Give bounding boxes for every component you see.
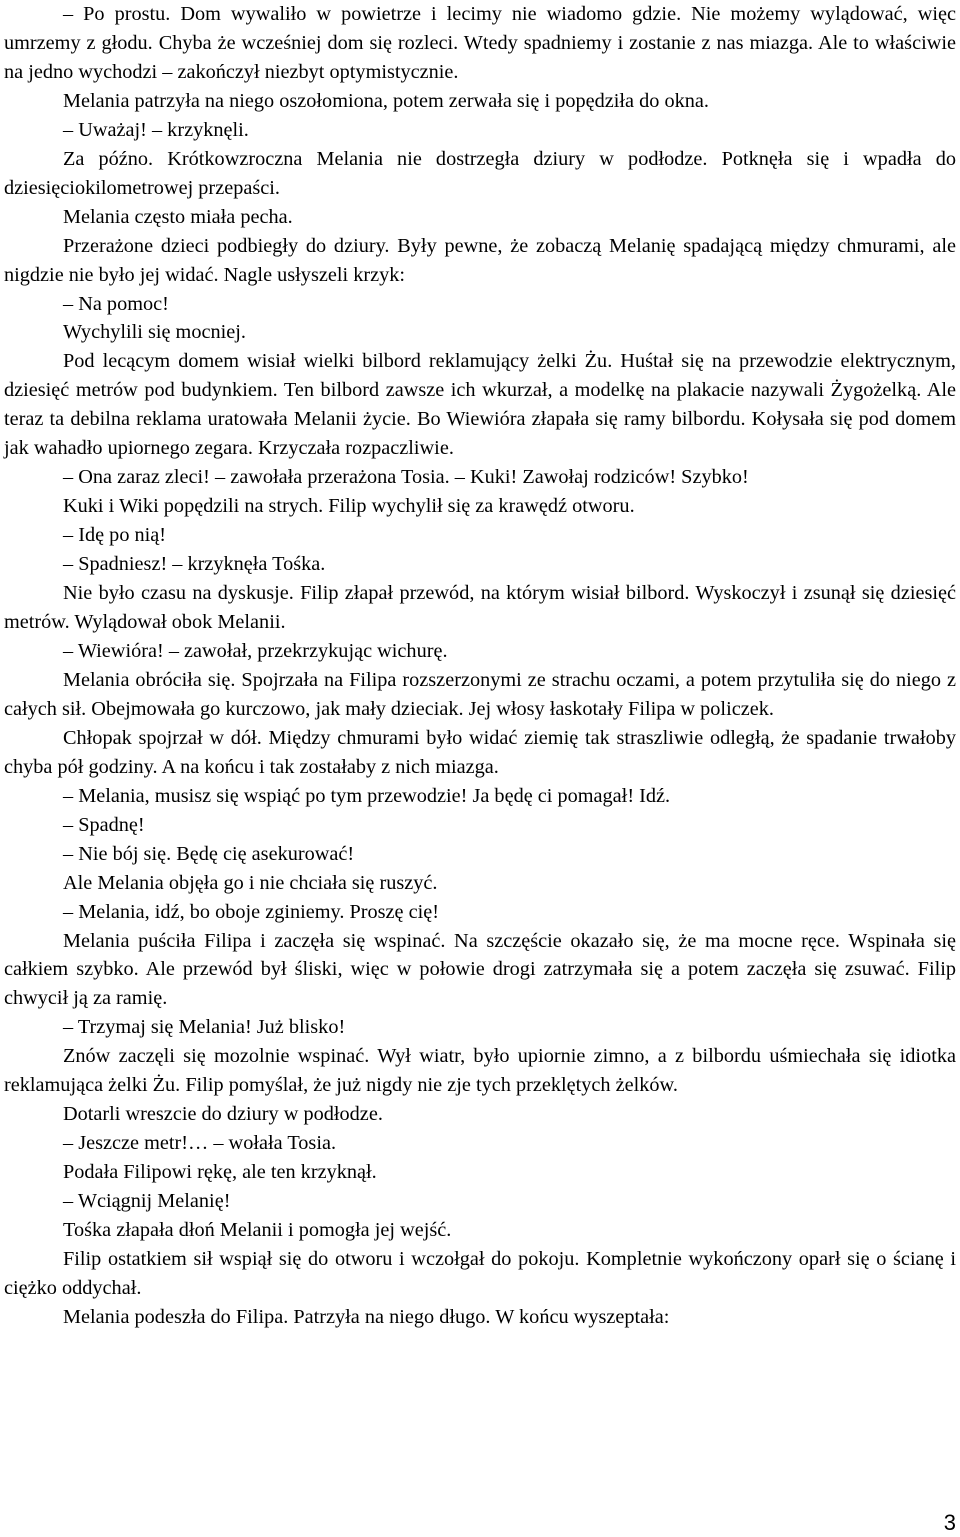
paragraph: – Wiewióra! – zawołał, przekrzykując wichurę.: [63, 639, 448, 662]
paragraph: Znów zaczęli się mozolnie wspinać. Wył wiatr, było upiornie zimno, a z bilbordu uśmiechała się idiotka reklamująca żelki Żu. Filip pomyślał, że już nigdy nie zje tych przeklętych żelków.: [4, 1045, 956, 1097]
paragraph: – Spadnę!: [63, 813, 145, 836]
paragraph: Melania patrzyła na niego oszołomiona, potem zerwała się i popędziła do okna.: [63, 89, 709, 112]
paragraph: Ale Melania objęła go i nie chciała się ruszyć.: [63, 871, 438, 894]
paragraph: Melania podeszła do Filipa. Patrzyła na niego długo. W końcu wyszeptała:: [63, 1305, 670, 1328]
paragraph: Chłopak spojrzał w dół. Między chmurami było widać ziemię tak straszliwie odległą, że spadanie trwałoby chyba pół godziny. A na końcu i tak zostałaby z nich miazga.: [4, 726, 956, 778]
paragraph: Filip ostatkiem sił wspiął się do otworu i wczołgał do pokoju. Kompletnie wykończony oparł się o ścianę i ciężko oddychał.: [4, 1247, 956, 1299]
paragraph: – Uważaj! – krzyknęli.: [63, 118, 249, 141]
paragraph: – Nie bój się. Będę cię asekurować!: [63, 842, 355, 865]
paragraph: Melania często miała pecha.: [63, 205, 293, 228]
paragraph: Tośka złapała dłoń Melanii i pomogła jej wejść.: [63, 1219, 452, 1242]
paragraph: – Spadniesz! – krzyknęła Tośka.: [63, 553, 326, 576]
paragraph: – Melania, idź, bo oboje zginiemy. Proszę cię!: [63, 900, 440, 923]
paragraph: – Jeszcze metr!… – wołała Tosia.: [63, 1132, 337, 1155]
paragraph: – Ona zaraz zleci! – zawołała przerażona Tosia. – Kuki! Zawołaj rodziców! Szybko!: [63, 466, 749, 489]
paragraph: – Po prostu. Dom wywaliło w powietrze i lecimy nie wiadomo gdzie. Nie możemy wylądować, więc umrzemy z głodu. Chyba że wcześniej dom się rozleci. Wtedy spadniemy i zostanie z nas miazga. Ale to właściwie na jedno wychodzi – zakończył niezbyt optymistycznie.: [4, 3, 956, 83]
paragraph: – Trzymaj się Melania! Już blisko!: [63, 1016, 346, 1039]
paragraph: – Wciągnij Melanię!: [63, 1190, 231, 1213]
paragraph: Podała Filipowi rękę, ale ten krzyknął.: [63, 1161, 377, 1184]
paragraph: Melania obróciła się. Spojrzała na Filipa rozszerzonymi ze strachu oczami, a potem przytuliła się do niego z całych sił. Obejmowała go kurczowo, jak mały dzieciak. Jej włosy łaskotały Filipa w policzek.: [4, 668, 956, 720]
page-number: 3: [943, 1510, 956, 1535]
paragraph: Kuki i Wiki popędzili na strych. Filip wychylił się za krawędź otworu.: [63, 495, 635, 518]
paragraph: – Na pomoc!: [63, 292, 169, 315]
paragraph: Przerażone dzieci podbiegły do dziury. Były pewne, że zobaczą Melanię spadającą między chmurami, ale nigdzie nie było jej widać. Nagle usłyszeli krzyk:: [4, 234, 956, 286]
paragraph: Wychylili się mocniej.: [63, 321, 246, 344]
paragraph: Za późno. Krótkowzroczna Melania nie dostrzegła dziury w podłodze. Potknęła się i wpadła do dziesięciokilometrowej przepaści.: [4, 147, 956, 199]
paragraph: – Idę po nią!: [63, 524, 167, 547]
paragraph: Pod lecącym domem wisiał wielki bilbord reklamujący żelki Żu. Huśtał się na przewodzie elektrycznym, dziesięć metrów pod budynkiem. Ten bilbord zawsze ich wkurzał, a modelkę na plakacie nazywali Żygożelką. Ale teraz ta debilna reklama uratowała Melanii życie. Bo Wiewióra złapała się ramy bilbordu. Kołysała się pod domem jak wahadło upiornego zegara. Krzyczała rozpaczliwie.: [4, 350, 956, 460]
paragraph: Dotarli wreszcie do dziury w podłodze.: [63, 1103, 383, 1126]
paragraph: Melania puściła Filipa i zaczęła się wspinać. Na szczęście okazało się, że ma mocne ręce. Wspinała się całkiem szybko. Ale przewód był śliski, więc w połowie drogi zatrzymała się a potem zaczęła się zsuwać. Filip chwycił ją za ramię.: [4, 929, 956, 1010]
paragraph: Nie było czasu na dyskusje. Filip złapał przewód, na którym wisiał bilbord. Wyskoczył i zsunął się dziesięć metrów. Wylądował obok Melanii.: [4, 582, 956, 634]
paragraph: – Melania, musisz się wspiąć po tym przewodzie! Ja będę ci pomagał! Idź.: [63, 784, 671, 807]
document-page: [4, 0, 956, 1332]
